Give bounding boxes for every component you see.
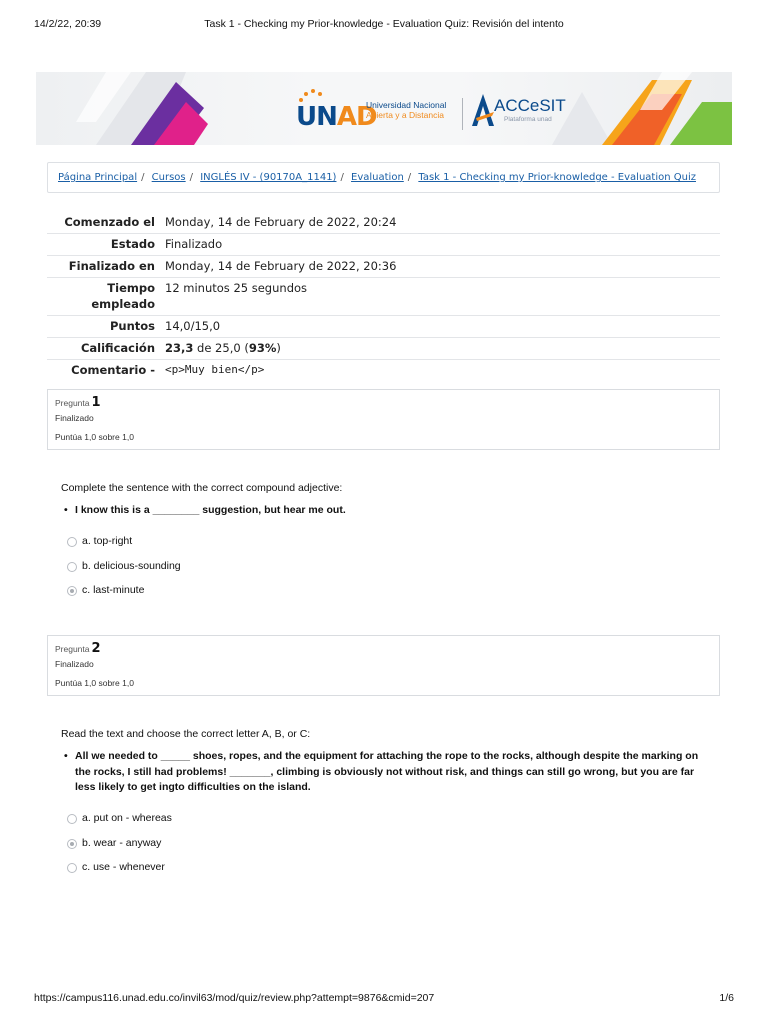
radio-button[interactable] (67, 863, 77, 873)
question-1-prompt: Complete the sentence with the correct compound adjective: (61, 482, 343, 494)
course-banner (36, 72, 732, 145)
summary-label: Puntos (109, 319, 155, 333)
question-2-prompt: Read the text and choose the correct letter A, B, or C: (61, 728, 311, 740)
question-state: Finalizado (55, 659, 94, 669)
summary-value: Monday, 14 de February de 2022, 20:24 (165, 215, 397, 229)
question-grade: Puntúa 1,0 sobre 1,0 (55, 432, 134, 442)
summary-value: Monday, 14 de February de 2022, 20:36 (165, 259, 397, 273)
summary-value: 23,3 de 25,0 (93%) (165, 341, 281, 355)
summary-row-time (47, 278, 720, 316)
radio-button-selected[interactable] (67, 586, 77, 596)
breadcrumb-home-link[interactable]: Página Principal (58, 172, 138, 183)
breadcrumb-courses-link[interactable]: Cursos (151, 172, 186, 183)
summary-value: <p>Muy bien</p> (165, 363, 265, 376)
summary-row-state (47, 234, 720, 256)
summary-row-finished (47, 256, 720, 278)
radio-button-selected[interactable] (67, 839, 77, 849)
print-date: 14/2/22, 20:39 (34, 18, 102, 30)
summary-value: Finalizado (165, 237, 223, 251)
summary-label: Comenzado el (64, 215, 155, 229)
question-number: 2 (91, 641, 101, 656)
question-2-passage: • All we needed to _____ shoes, ropes, and the equipment for attaching the rope to the rocks, although despite the marking on the rocks, I still had problems! _______, climbing is obviously not without risk, and things can still go wrong, but you are far less likely to get ingto difficulties on the island. (64, 750, 699, 793)
banner-left-shapes (36, 72, 216, 145)
logo-divider (462, 98, 463, 130)
print-url: https://campus116.unad.edu.co/invil63/mod/quiz/review.php?attempt=9876&cmid=207 (34, 992, 435, 1004)
summary-value: 12 minutos 25 segundos (165, 281, 308, 295)
accesit-a-icon (470, 92, 496, 128)
radio-button[interactable] (67, 814, 77, 824)
breadcrumb-section-link[interactable]: Evaluation (351, 172, 404, 183)
print-page-count: 1/6 (719, 992, 734, 1004)
summary-label: Calificación (80, 341, 155, 355)
summary-label: Finalizado en (68, 259, 155, 273)
print-header (34, 18, 734, 32)
breadcrumb-quiz-link[interactable]: Task 1 - Checking my Prior-knowledge - Evaluation Quiz (418, 172, 696, 183)
print-footer (34, 992, 734, 1006)
summary-row-points (47, 316, 720, 338)
question-info-1: Pregunta 1 Finalizado Puntúa 1,0 sobre 1,0 (47, 389, 720, 450)
radio-button[interactable] (67, 537, 77, 547)
radio-button[interactable] (67, 562, 77, 572)
question-1-sentence: • I know this is a ________ suggestion, but hear me out. (64, 504, 346, 516)
summary-label: Comentario - (71, 363, 155, 377)
question-state: Finalizado (55, 413, 94, 423)
question-number: 1 (91, 395, 101, 410)
summary-value: 14,0/15,0 (165, 319, 221, 333)
summary-row-started (47, 212, 720, 234)
question-info-2: Pregunta 2 Finalizado Puntúa 1,0 sobre 1,0 (47, 635, 720, 696)
accesit-subtitle: Plataforma unad (504, 116, 552, 123)
breadcrumb: Página Principal / Cursos / INGLÉS IV - (90170A_1141) / Evaluation / Task 1 - Checking my Prior-knowledge - Evaluation Quiz (47, 162, 720, 193)
summary-label: Tiempo empleado (91, 281, 155, 311)
summary-label: Estado (110, 237, 155, 251)
summary-row-grade (47, 338, 720, 360)
unad-institution-name: Universidad Nacional Abierta y a Distancia (366, 100, 447, 120)
accesit-wordmark: ACCeSIT (494, 96, 566, 115)
summary-row-comment (47, 360, 720, 382)
print-page-title: Task 1 - Checking my Prior-knowledge - Evaluation Quiz: Revisión del intento (204, 18, 564, 30)
unad-wordmark: UNAD (296, 102, 377, 132)
question-grade: Puntúa 1,0 sobre 1,0 (55, 678, 134, 688)
unad-logo (294, 86, 574, 132)
attempt-summary-table (47, 212, 720, 381)
breadcrumb-course-link[interactable]: INGLÉS IV - (90170A_1141) (200, 172, 337, 183)
